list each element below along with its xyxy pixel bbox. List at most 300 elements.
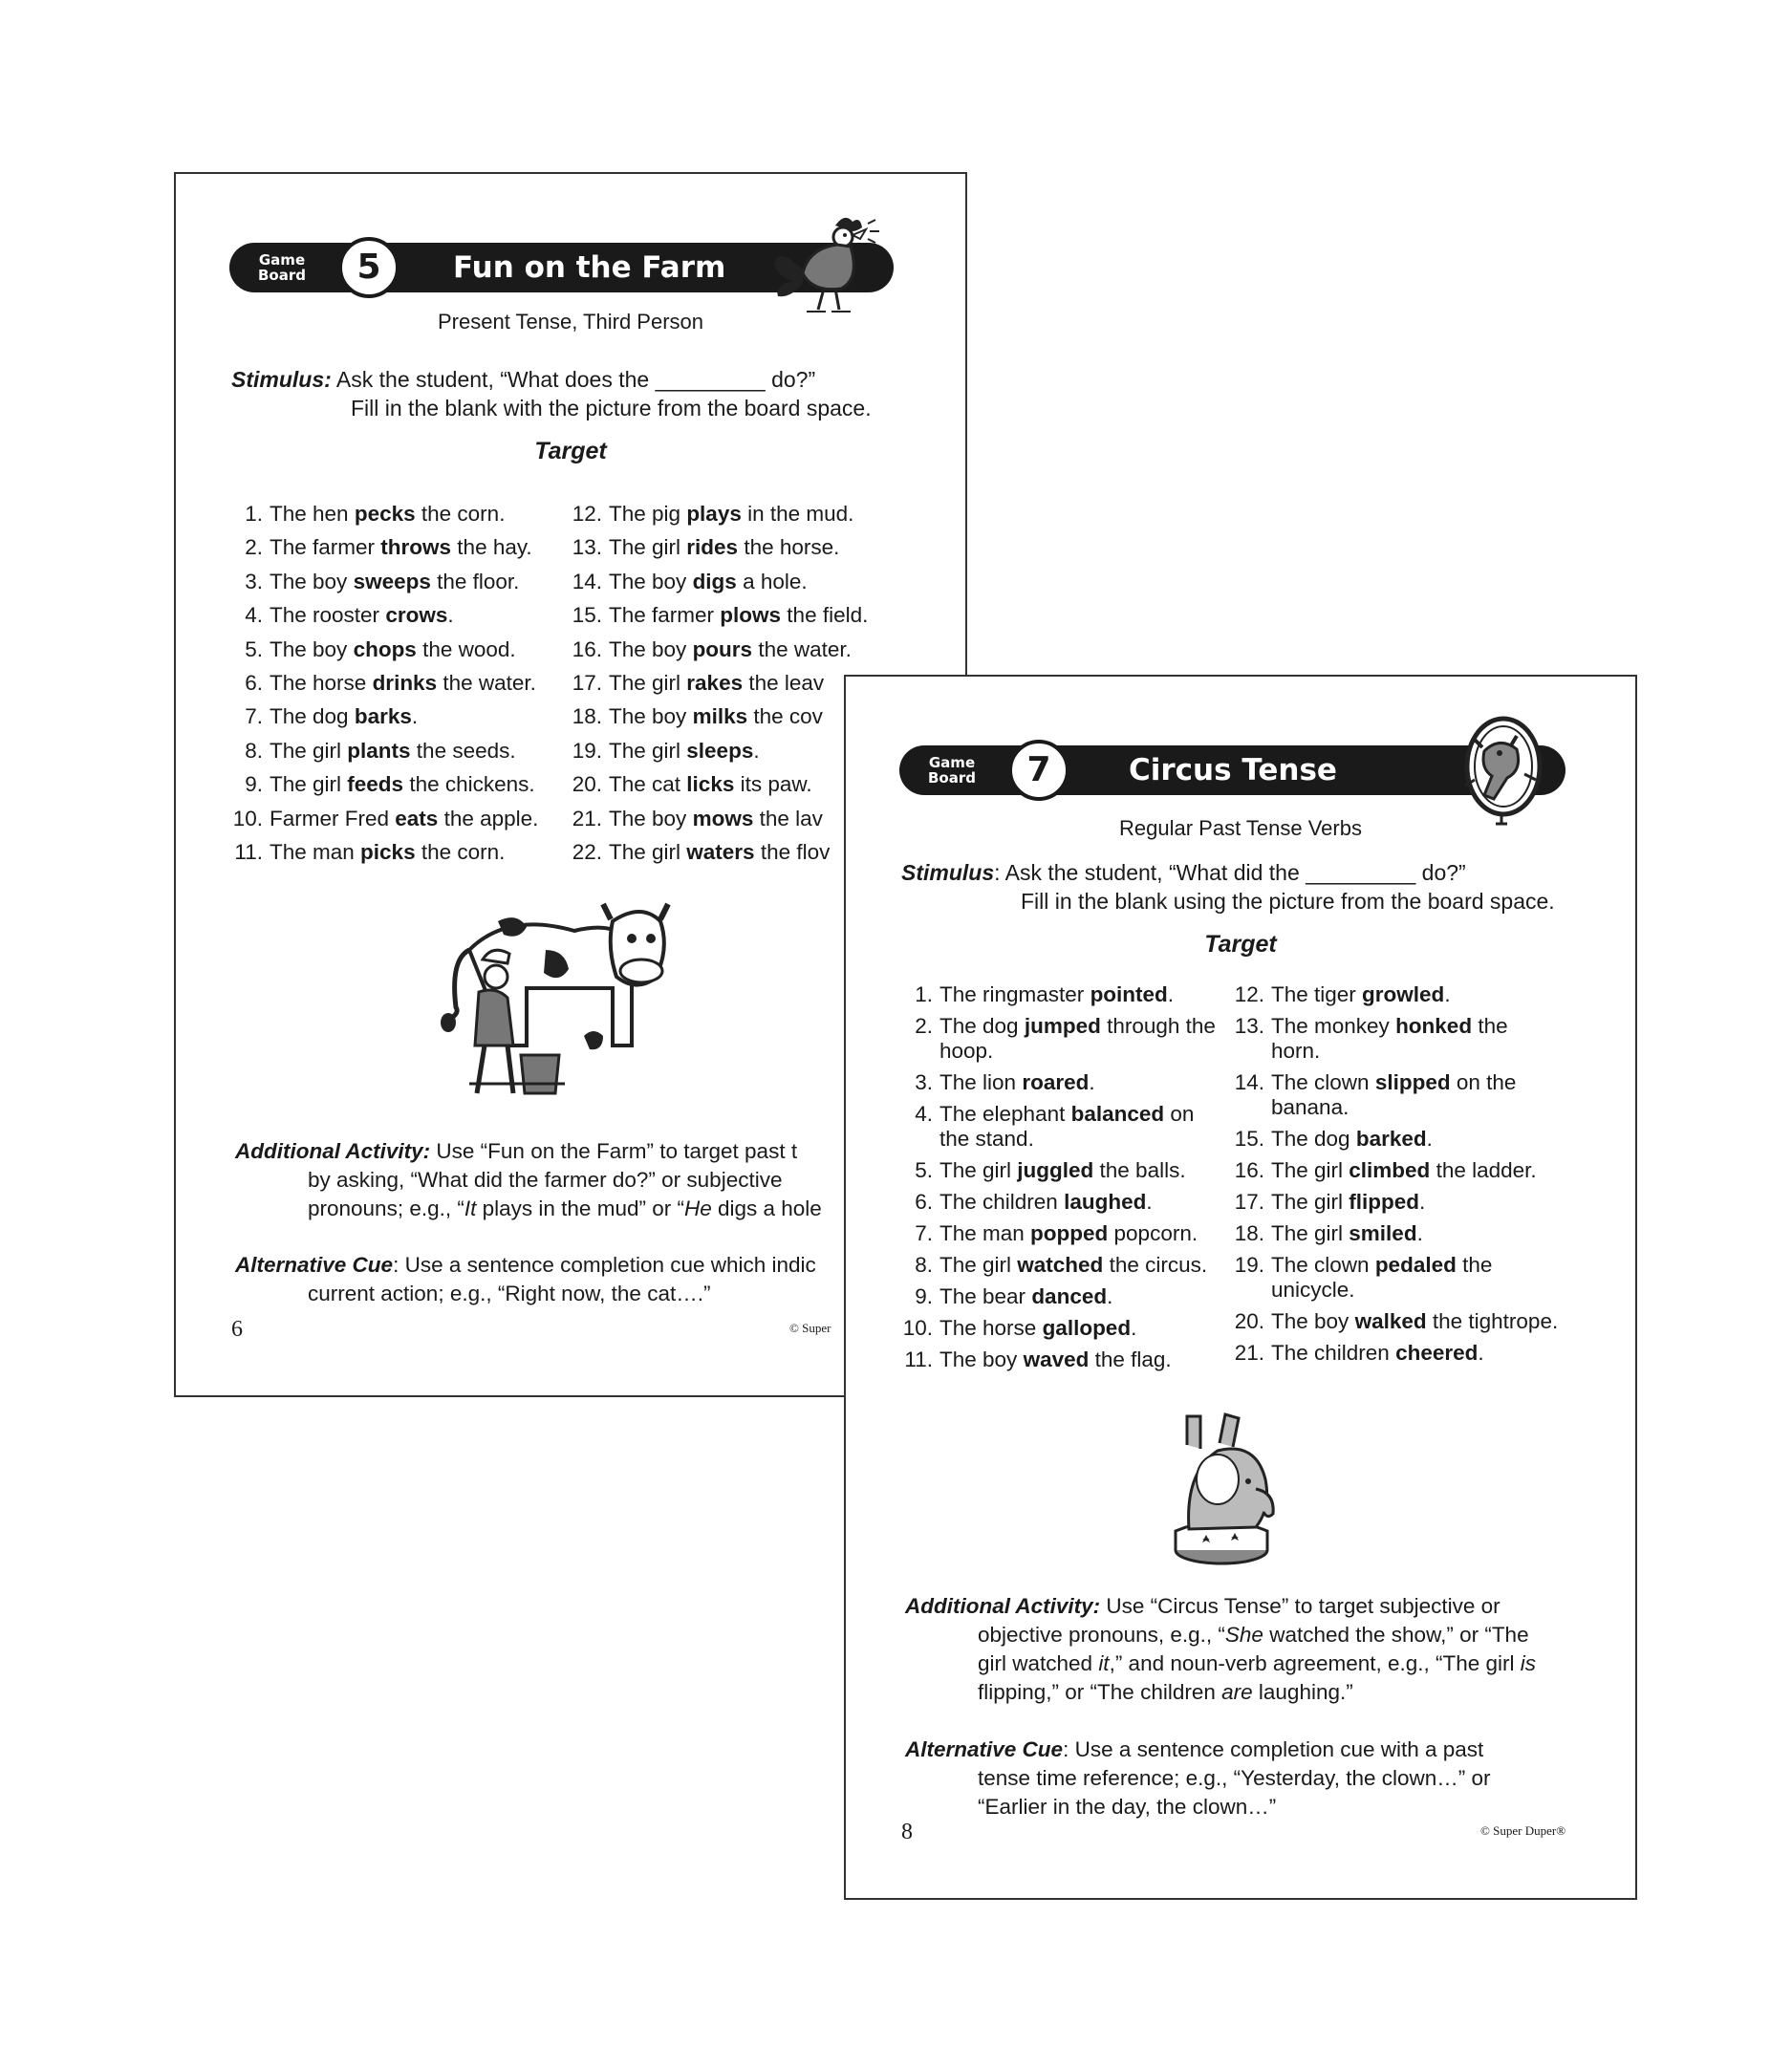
target-verb: eats [395,806,439,830]
target-item-number: 11. [234,839,263,864]
target-item-object: the horn. [1271,1014,1508,1063]
target-item-subject: The girl [1271,1190,1349,1214]
target-item-subject: The dog [939,1014,1025,1038]
activity-text-part: laughing.” [1252,1680,1353,1704]
target-item-subject: The girl [1271,1221,1349,1245]
target-item-text [1271,1309,1563,1334]
target-item-text [1271,1253,1563,1303]
target-item-object: in the mud. [741,502,854,526]
target-item [1233,982,1563,1007]
target-item-text [609,802,868,835]
target-item-object: . [1146,1190,1153,1214]
target-item-subject: The children [939,1190,1065,1214]
target-heading: Target [1204,931,1277,958]
target-verb: barked [1355,1127,1427,1151]
target-item-number: 20. [1234,1309,1264,1333]
activity-text [905,1649,1631,1678]
target-item [571,666,868,700]
page-number: 6 [231,1317,243,1342]
target-item [231,734,538,767]
activity-text-italic: He [683,1196,712,1220]
target-item-text [270,734,538,767]
target-item [231,633,538,666]
target-item-object: the flov [754,839,831,864]
target-item-object: . [1089,1070,1095,1094]
target-item-number: 19. [1234,1253,1264,1277]
target-verb: danced [1031,1284,1108,1308]
target-item-text [609,598,868,632]
target-item-object: the seeds. [410,738,516,763]
target-verb: mows [692,806,754,830]
target-item-number: 14. [572,569,602,593]
target-item-text [270,497,538,530]
copyright: © Super [789,1321,831,1335]
target-item-object: on the banana. [1271,1070,1517,1119]
target-item [231,802,538,835]
target-item [231,565,538,598]
target-item [1233,1221,1563,1246]
target-item-subject: The boy [609,569,693,593]
target-item-object: . [1167,982,1175,1006]
target-verb: rides [686,535,739,560]
activity-text-part: plays in the mud” or “ [476,1196,684,1220]
target-item [901,1158,1217,1183]
target-item-text [609,734,868,767]
activity-text-part: ,” and noun-verb agreement, e.g., “The girl [1109,1651,1521,1675]
additional-activity-label: Additional Activity: [235,1139,431,1163]
target-item-object: on the stand. [939,1102,1195,1151]
target-item-object: the water. [437,670,536,695]
target-item-subject: The girl [609,670,687,695]
target-item [571,565,868,598]
target-verb: barks [354,704,412,729]
target-item-number: 5. [245,636,263,661]
target-item-object: . [1444,982,1451,1006]
target-item-subject: The cat [609,772,687,797]
target-item-number: 9. [915,1284,933,1308]
target-item [571,700,868,733]
target-item-number: 17. [572,670,602,695]
stimulus-label: Stimulus [901,860,995,885]
target-item-number: 19. [572,738,602,763]
target-verb: plants [347,738,411,763]
target-item-number: 10. [232,806,263,830]
target-item-subject: The clown [1271,1253,1375,1277]
target-item-text [1271,1014,1563,1064]
target-item [1233,1014,1563,1064]
additional-activity [905,1592,1631,1707]
activity-text: Use “Circus Tense” to target subjective or [1100,1594,1501,1618]
target-item-object: the horse. [738,535,840,560]
target-item-text [1271,1070,1563,1120]
target-item-number: 3. [245,569,263,593]
target-item-text [609,767,868,801]
target-verb: chops [353,636,417,661]
target-item-object: the floor. [430,569,520,593]
target-item-subject: The hen [270,502,355,526]
target-verb: galloped [1042,1316,1132,1340]
game-board-label: Game Board [258,251,306,284]
page-number: 8 [901,1820,913,1844]
target-heading: Target [534,438,607,464]
target-verb: digs [692,569,737,593]
target-verb: throws [380,535,452,560]
board-number-badge: 7 [1008,740,1069,801]
target-item-object: the water. [752,636,852,661]
target-verb: watched [1017,1253,1104,1277]
target-verb: laughed [1064,1190,1147,1214]
target-item-subject: The lion [939,1070,1023,1094]
target-verb: slipped [1374,1070,1451,1094]
target-item [231,700,538,733]
target-item-number: 18. [1234,1221,1264,1245]
activity-text-part: flipping,” or “The children [978,1680,1222,1704]
target-verb: walked [1354,1309,1427,1333]
target-item-number: 18. [572,704,602,729]
target-item-subject: The boy [270,636,354,661]
target-item-text [939,1253,1217,1278]
target-item-object: a hole. [736,569,808,593]
target-verb: waters [686,839,755,864]
target-verb: growled [1362,982,1445,1006]
target-item-object: through the hoop. [939,1014,1216,1063]
target-item-text [609,633,868,666]
target-item-text [939,1158,1217,1183]
target-item [571,598,868,632]
target-verb: plows [720,603,782,628]
target-item-object: the ladder. [1430,1158,1537,1182]
target-item-subject: The farmer [270,535,381,560]
target-item-object: the leav [743,670,825,695]
target-item-text [270,835,538,869]
target-verb: balanced [1070,1102,1165,1126]
target-item-subject: Farmer Fred [270,806,396,830]
target-item [901,1190,1217,1215]
target-item [901,1284,1217,1309]
target-item-number: 13. [1234,1014,1264,1038]
target-verb: milks [692,704,748,729]
target-item-number: 17. [1234,1190,1264,1214]
target-item-text [1271,1158,1563,1183]
target-item [571,767,868,801]
target-item-object: . [1478,1341,1484,1365]
activity-text-italic: are [1221,1680,1253,1704]
target-item-subject: The girl [939,1158,1018,1182]
cow-milking-illustration [441,893,689,1112]
target-verb: pours [692,636,753,661]
activity-text-italic: It [464,1196,477,1220]
target-item [901,1102,1217,1152]
subtitle: Regular Past Tense Verbs [1119,816,1362,840]
target-verb: roared [1022,1070,1090,1094]
board-number-badge: 5 [338,237,399,298]
target-verb: licks [686,772,735,797]
target-item-object: the hay. [451,535,532,560]
target-item [571,530,868,564]
target-item-subject: The boy [609,806,693,830]
target-item-subject: The rooster [270,603,386,628]
target-item-object: the apple. [438,806,539,830]
target-item-text [270,700,538,733]
target-list-col2 [571,497,868,869]
target-item-number: 11. [904,1347,933,1371]
activity-text-part: objective pronouns, e.g., “ [978,1623,1225,1647]
target-item-subject: The pig [609,502,687,526]
target-item-number: 2. [915,1014,933,1038]
dog-hoop-illustration [1457,713,1553,826]
target-verb: smiled [1349,1221,1417,1245]
target-item-text [939,1347,1217,1372]
target-item-subject: The horse [270,670,373,695]
stimulus-label: Stimulus: [231,367,332,392]
stimulus-line: : Ask the student, “What did the _________ do?” [994,860,1466,885]
target-item-subject: The girl [609,738,687,763]
target-item-text [609,530,868,564]
subtitle: Present Tense, Third Person [437,310,703,334]
target-item-text [939,1316,1217,1341]
target-item-text [1271,1190,1563,1215]
target-item [231,767,538,801]
target-item-object: the lav [753,806,823,830]
target-item-text [609,700,868,733]
target-item-text [609,497,868,530]
target-item-object: . [1107,1284,1113,1308]
target-item-text [939,1190,1217,1215]
target-item [1233,1190,1563,1215]
activity-text-italic: is [1520,1651,1537,1675]
activity-text-part: digs a hole [711,1196,822,1220]
target-item-object: the flag. [1089,1347,1172,1371]
target-item-text [270,633,538,666]
target-item-number: 12. [1234,982,1264,1006]
target-item-subject: The tiger [1271,982,1363,1006]
target-item-text [270,666,538,700]
target-item [571,497,868,530]
target-item-subject: The boy [939,1347,1024,1371]
target-list-col1 [901,982,1217,1379]
target-verb: pointed [1090,982,1168,1006]
activity-text-part: girl watched [978,1651,1099,1675]
target-item-object: . [753,738,760,763]
target-item [571,802,868,835]
target-item-subject: The elephant [939,1102,1071,1126]
target-verb: climbed [1349,1158,1431,1182]
target-item-number: 4. [915,1102,933,1126]
game-board-7-page [844,675,1637,1900]
target-verb: waved [1023,1347,1090,1371]
copyright: © Super Duper® [1480,1823,1566,1838]
target-verb: drinks [372,670,438,695]
target-item-object: the tightrope. [1426,1309,1559,1333]
activity-text-part: watched the show,” or “The [1263,1623,1529,1647]
target-verb: pedaled [1374,1253,1457,1277]
target-item-subject: The boy [1271,1309,1355,1333]
stimulus-line: Fill in the blank with the picture from the board space. [351,396,872,420]
stimulus-line: Fill in the blank using the picture from the board space. [1021,889,1555,914]
target-item-object: the unicycle. [1271,1253,1493,1302]
target-verb: honked [1395,1014,1473,1038]
target-verb: sleeps [686,738,754,763]
activity-text [905,1678,1631,1707]
target-verb: feeds [347,772,404,797]
target-item-object: the corn. [415,839,506,864]
target-verb: sweeps [353,569,431,593]
target-verb: rakes [686,670,744,695]
target-item [901,1221,1217,1246]
target-item-object: . [1416,1221,1423,1245]
target-item [231,497,538,530]
target-item-object: the corn. [415,502,506,526]
target-item-subject: The horse [939,1316,1043,1340]
target-item-subject: The man [939,1221,1031,1245]
target-item-text [1271,1127,1563,1152]
target-item [571,835,868,869]
target-item-number: 6. [245,670,263,695]
target-item-subject: The girl [609,535,687,560]
target-verb: cheered [1395,1341,1479,1365]
target-item [1233,1158,1563,1183]
target-item-subject: The monkey [1271,1014,1396,1038]
target-item-subject: The girl [1271,1158,1349,1182]
target-item-object: the field. [781,603,869,628]
alternative-cue-label: Alternative Cue [235,1253,394,1277]
cue-text: : Use a sentence completion cue which indic [393,1253,816,1277]
target-item-number: 6. [915,1190,933,1214]
target-item [231,835,538,869]
target-item-subject: The ringmaster [939,982,1090,1006]
target-verb: picks [360,839,416,864]
activity-text-part: pronouns; e.g., “ [308,1196,464,1220]
target-item-object: . [1419,1190,1426,1214]
target-item-subject: The children [1271,1341,1396,1365]
target-item [1233,1341,1563,1366]
target-item-text [939,1070,1217,1095]
target-verb: crows [385,603,448,628]
target-verb: pecks [354,502,416,526]
target-verb: jumped [1024,1014,1101,1038]
target-item-number: 1. [245,502,263,526]
target-item-number: 12. [572,502,602,526]
target-item-subject: The farmer [609,603,721,628]
target-item-number: 8. [915,1253,933,1277]
target-item-object: the balls. [1093,1158,1186,1182]
target-verb: flipped [1349,1190,1420,1214]
target-item-subject: The man [270,839,361,864]
target-item-subject: The girl [939,1253,1018,1277]
target-item [1233,1309,1563,1334]
alternative-cue-label: Alternative Cue [905,1737,1064,1761]
target-verb: popped [1030,1221,1109,1245]
target-verb: plays [686,502,742,526]
cue-text: current action; e.g., “Right now, the cat….” [308,1282,711,1305]
target-item-object: . [1131,1316,1137,1340]
target-item-subject: The girl [270,772,348,797]
target-item [1233,1127,1563,1152]
elephant-illustration [1164,1407,1288,1569]
target-item-number: 3. [915,1070,933,1094]
additional-activity-label: Additional Activity: [905,1594,1101,1618]
page-title: Fun on the Farm [453,250,726,285]
target-item-text [1271,1341,1563,1366]
target-item [571,734,868,767]
target-item-number: 14. [1234,1070,1264,1094]
target-list-col1 [231,497,538,869]
target-item-subject: The bear [939,1284,1032,1308]
target-item-number: 15. [572,603,602,628]
target-item-number: 9. [245,772,263,797]
target-item-number: 1. [915,982,933,1006]
activity-text-italic: She [1224,1623,1263,1647]
target-item [571,633,868,666]
stimulus [901,858,1555,916]
target-item-subject: The dog [1271,1127,1356,1151]
target-item-text [939,1284,1217,1309]
page-title: Circus Tense [1129,753,1337,787]
target-item-number: 16. [1234,1158,1264,1182]
game-board-label: Game Board [928,754,976,787]
target-item-number: 22. [572,839,602,864]
target-item-text [609,835,868,869]
target-verb: juggled [1017,1158,1094,1182]
target-item-subject: The boy [609,636,693,661]
target-item-object: . [447,603,454,628]
target-item-object: the circus. [1103,1253,1208,1277]
stimulus [231,365,872,422]
target-item-text [270,767,538,801]
target-item-number: 15. [1234,1127,1264,1151]
activity-text: by asking, “What did the farmer do?” or subjective [308,1168,783,1192]
target-item-text [939,1221,1217,1246]
target-item-object: its paw. [734,772,812,797]
target-list-col2 [1233,982,1563,1372]
target-item-subject: The girl [609,839,687,864]
target-item-text [939,1014,1217,1064]
target-item-subject: The boy [609,704,693,729]
target-item-object: . [1426,1127,1433,1151]
target-item-text [1271,982,1563,1007]
target-item [901,1316,1217,1341]
target-item-subject: The boy [270,569,354,593]
target-item-subject: The girl [270,738,348,763]
activity-text-italic: it [1098,1651,1110,1675]
target-item [231,530,538,564]
target-item-text [270,598,538,632]
target-item-number: 2. [245,535,263,560]
target-item-text [609,565,868,598]
target-item-text [609,666,868,700]
target-item-text [1271,1221,1563,1246]
target-item-number: 4. [245,603,263,628]
target-item-number: 7. [915,1221,933,1245]
rooster-illustration [768,206,883,321]
target-item-text [270,565,538,598]
activity-text: Use “Fun on the Farm” to target past t [430,1139,798,1163]
target-item-number: 21. [1234,1341,1264,1365]
target-item-text [939,982,1217,1007]
target-item-object: the wood. [416,636,516,661]
target-item-object: the chickens. [403,772,535,797]
target-item [1233,1070,1563,1120]
target-item [231,666,538,700]
target-item [901,1253,1217,1278]
target-item-number: 10. [902,1316,933,1340]
target-item [1233,1253,1563,1303]
cue-text: tense time reference; e.g., “Yesterday, the clown…” or [978,1766,1491,1790]
alternative-cue [905,1735,1631,1822]
target-item-number: 13. [572,535,602,560]
activity-text [905,1621,1631,1649]
target-item-subject: The dog [270,704,355,729]
